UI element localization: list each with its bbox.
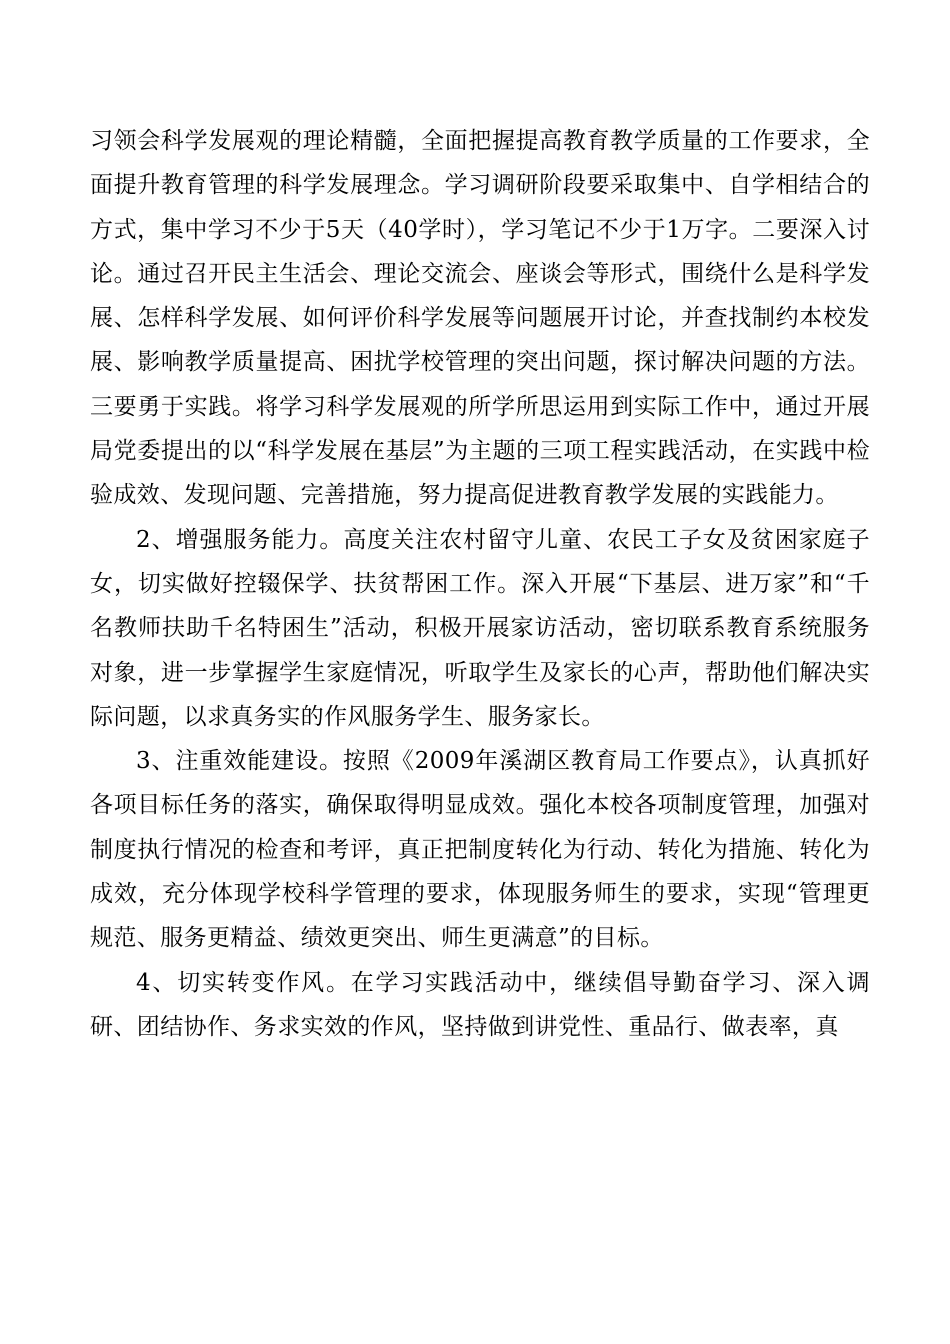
document-body [90, 119, 870, 1049]
paragraph-study-research: 习领会科学发展观的理论精髓，全面把握提高教育教学质量的工作要求，全面提升教育管理的科学发展理念。学习调研阶段要采取集中、自学相结合的方式，集中学习不少于5天（40学时），学习笔记不少于1万字。二要深入讨论。通过召开民主生活会、理论交流会、座谈会等形式，围绕什么是科学发展、怎样科学发展、如何评价科学发展等问题展开讨论，并查找制约本校发展、影响教学质量提高、困扰学校管理的突出问题，探讨解决问题的方法。三要勇于实践。将学习科学发展观的所学所思运用到实际工作中，通过开展局党委提出的以“科学发展在基层”为主题的三项工程实践活动，在实践中检验成效、发现问题、完善措施，努力提高促进教育教学发展的实践能力。 [90, 128, 870, 509]
paragraph-efficiency-building: 3、注重效能建设。按照《2009年溪湖区教育局工作要点》，认真抓好各项目标任务的落实，确保取得明显成效。强化本校各项制度管理，加强对制度执行情况的检查和考评，真正把制度转化为行动、转化为措施、转化为成效，充分体现学校科学管理的要求，体现服务师生的要求，实现“管理更规范、服务更精益、绩效更突出、师生更满意”的目标。 [90, 748, 870, 952]
paragraph-service-capacity: 2、增强服务能力。高度关注农村留守儿童、农民工子女及贫困家庭子女，切实做好控辍保学、扶贫帮困工作。深入开展“下基层、进万家”和“千名教师扶助千名特困生”活动，积极开展家访活动，密切联系教育系统服务对象，进一步掌握学生家庭情况，听取学生及家长的心声，帮助他们解决实际问题，以求真务实的作风服务学生、服务家长。 [90, 526, 870, 730]
paragraph-work-style: 4、切实转变作风。在学习实践活动中，继续倡导勤奋学习、深入调研、团结协作、务求实效的作风，坚持做到讲党性、重品行、做表率，真 [90, 969, 870, 1040]
